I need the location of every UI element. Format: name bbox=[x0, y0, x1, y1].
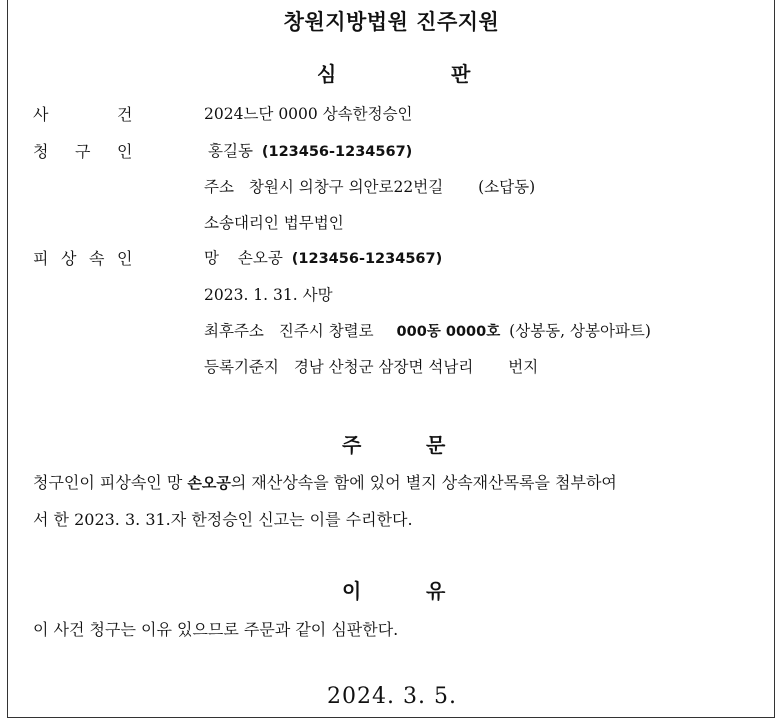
decision-date: 2024. 3. 5. bbox=[327, 684, 457, 709]
order-heading-char-2: 문 bbox=[426, 433, 446, 457]
petitioner-address: 창원시 의창구 의안로22번길 bbox=[248, 178, 444, 196]
decedent-last-address-line bbox=[204, 319, 651, 341]
decedent-registry-suffix: 번지 bbox=[508, 358, 539, 376]
order-line-2: 서 한 2023. 3. 31.자 한정승인 신고는 이를 수리한다. bbox=[33, 510, 413, 529]
order-decedent-name: 손오공 bbox=[187, 474, 231, 492]
petitioner-agent: 소송대리인 법무법인 bbox=[204, 214, 344, 232]
petitioner-address-line bbox=[204, 175, 535, 197]
decedent-registry-address: 경남 산청군 삼장면 석남리 bbox=[293, 358, 474, 376]
decedent-last-address-apt: (상봉동, 상봉아파트) bbox=[509, 322, 651, 340]
doc-title-char-2: 판 bbox=[451, 62, 471, 86]
order-line-1-before: 청구인이 피상속인 망 bbox=[33, 473, 188, 492]
reason-heading-char-2: 유 bbox=[426, 579, 446, 603]
petitioner-address-dong: (소답동) bbox=[478, 178, 536, 196]
court-name: 창원지방법원 진주지원 bbox=[283, 10, 500, 34]
case-number: 2024느단 0000 상속한정승인 bbox=[204, 105, 413, 123]
order-line-1-after: 의 재산상속을 함에 있어 별지 상속재산목록을 첨부하여 bbox=[230, 473, 617, 492]
petitioner-line bbox=[208, 139, 412, 161]
decedent-line bbox=[204, 246, 442, 268]
decedent-rrn: (123456-1234567) bbox=[291, 251, 443, 267]
decedent-registry-label: 등록기준지 bbox=[204, 358, 279, 376]
reason-text: 이 사건 청구는 이유 있으므로 주문과 같이 심판한다. bbox=[33, 620, 399, 639]
decedent-last-address-unit: 000동 0000호 bbox=[396, 324, 501, 340]
order-line-1 bbox=[33, 470, 617, 493]
decedent-name: 손오공 bbox=[237, 249, 283, 267]
petitioner-address-label: 주소 bbox=[204, 178, 234, 196]
reason-heading-char-1: 이 bbox=[342, 579, 362, 603]
decedent-registry-line bbox=[204, 355, 538, 377]
decedent-last-address-label: 최후주소 bbox=[204, 322, 264, 340]
petitioner-rrn: (123456-1234567) bbox=[261, 144, 413, 160]
decedent-last-address-city: 진주시 창렬로 bbox=[278, 322, 374, 340]
decedent-prefix: 망 bbox=[204, 249, 219, 267]
petitioner-name: 홍길동 bbox=[208, 142, 253, 160]
order-heading-char-1: 주 bbox=[342, 433, 362, 457]
decedent-death: 2023. 1. 31. 사망 bbox=[204, 286, 333, 304]
doc-title-char-1: 심 bbox=[317, 62, 337, 86]
